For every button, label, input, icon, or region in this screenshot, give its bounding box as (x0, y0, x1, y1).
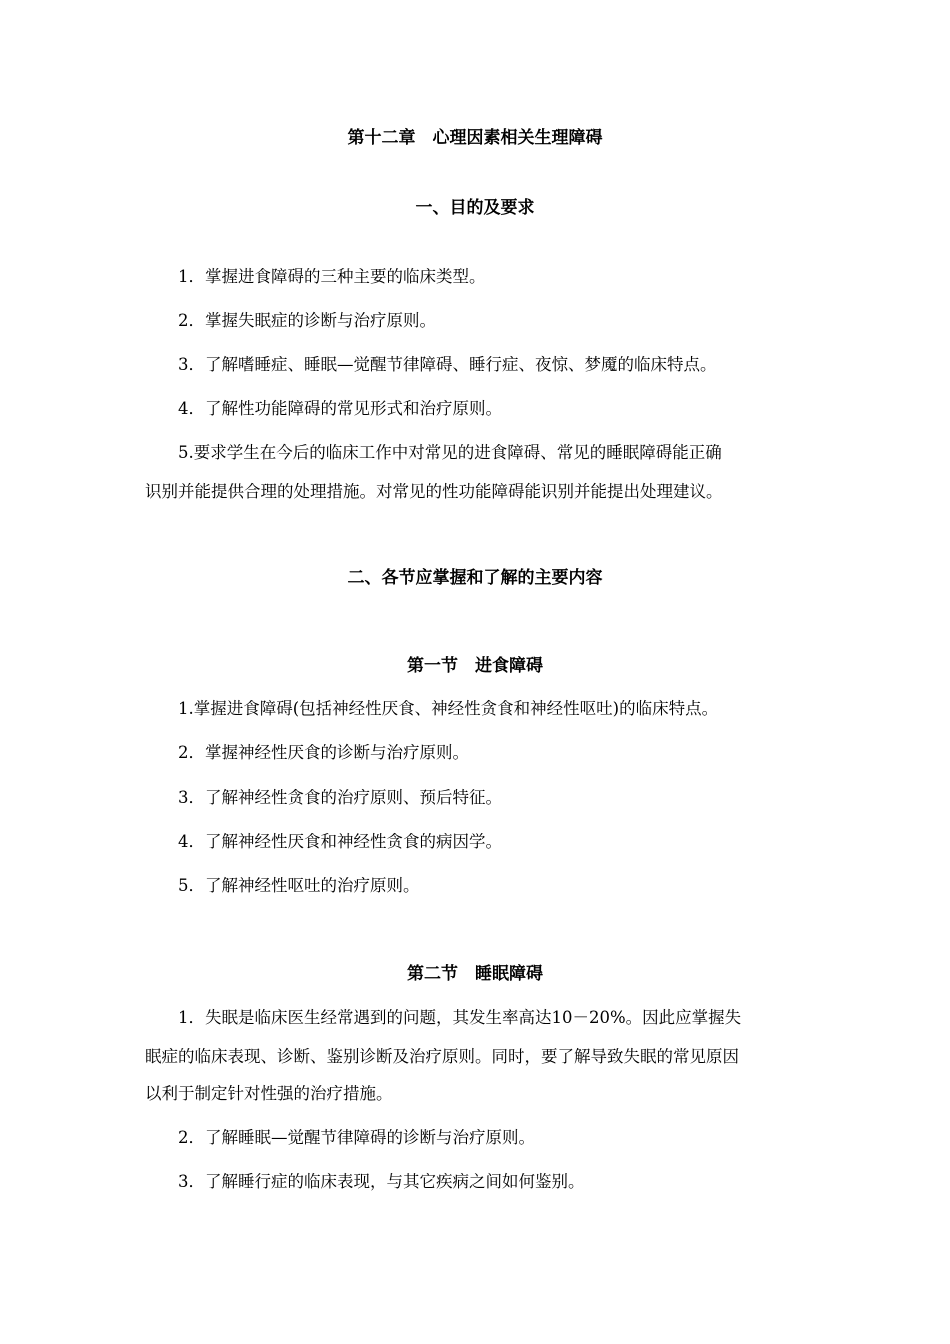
part-title-eating-disorders: 第一节 进食障碍 (407, 656, 543, 676)
objective-item-5-line-1: 5.要求学生在今后的临床工作中对常见的进食障碍、常见的睡眠障碍能正确 (178, 443, 722, 462)
objective-item-3: 3．了解嗜睡症、睡眠—觉醒节律障碍、睡行症、夜惊、梦魇的临床特点。 (178, 355, 717, 374)
objective-item-5-line-2: 识别并能提供合理的处理措施。对常见的性功能障碍能识别并能提出处理建议。 (145, 482, 723, 501)
eating-item-1: 1.掌握进食障碍(包括神经性厌食、神经性贪食和神经性呕吐)的临床特点。 (178, 699, 719, 718)
section-title-contents: 二、各节应掌握和了解的主要内容 (347, 568, 603, 588)
eating-item-2: 2．掌握神经性厌食的诊断与治疗原则。 (178, 743, 469, 762)
section-title-objectives: 一、目的及要求 (415, 198, 535, 218)
eating-item-4: 4．了解神经性厌食和神经性贪食的病因学。 (178, 832, 502, 851)
sleep-item-1-line-3: 以利于制定针对性强的治疗措施。 (145, 1084, 393, 1103)
chapter-title: 第十二章 心理因素相关生理障碍 (347, 128, 603, 148)
objective-item-1: 1．掌握进食障碍的三种主要的临床类型。 (178, 267, 486, 286)
objective-item-2: 2．掌握失眠症的诊断与治疗原则。 (178, 311, 436, 330)
sleep-item-3: 3．了解睡行症的临床表现，与其它疾病之间如何鉴别。 (178, 1172, 585, 1191)
eating-item-5: 5．了解神经性呕吐的治疗原则。 (178, 876, 420, 895)
sleep-item-1-line-2: 眠症的临床表现、诊断、鉴别诊断及治疗原则。同时，要了解导致失眠的常见原因 (145, 1047, 739, 1066)
sleep-item-1-line-1: 1．失眠是临床医生经常遇到的问题，其发生率高达10－20%。因此应掌握失 (178, 1008, 742, 1027)
eating-item-3: 3．了解神经性贪食的治疗原则、预后特征。 (178, 788, 502, 807)
part-title-sleep-disorders: 第二节 睡眠障碍 (407, 964, 543, 984)
sleep-item-2: 2．了解睡眠—觉醒节律障碍的诊断与治疗原则。 (178, 1128, 535, 1147)
objective-item-4: 4．了解性功能障碍的常见形式和治疗原则。 (178, 399, 502, 418)
